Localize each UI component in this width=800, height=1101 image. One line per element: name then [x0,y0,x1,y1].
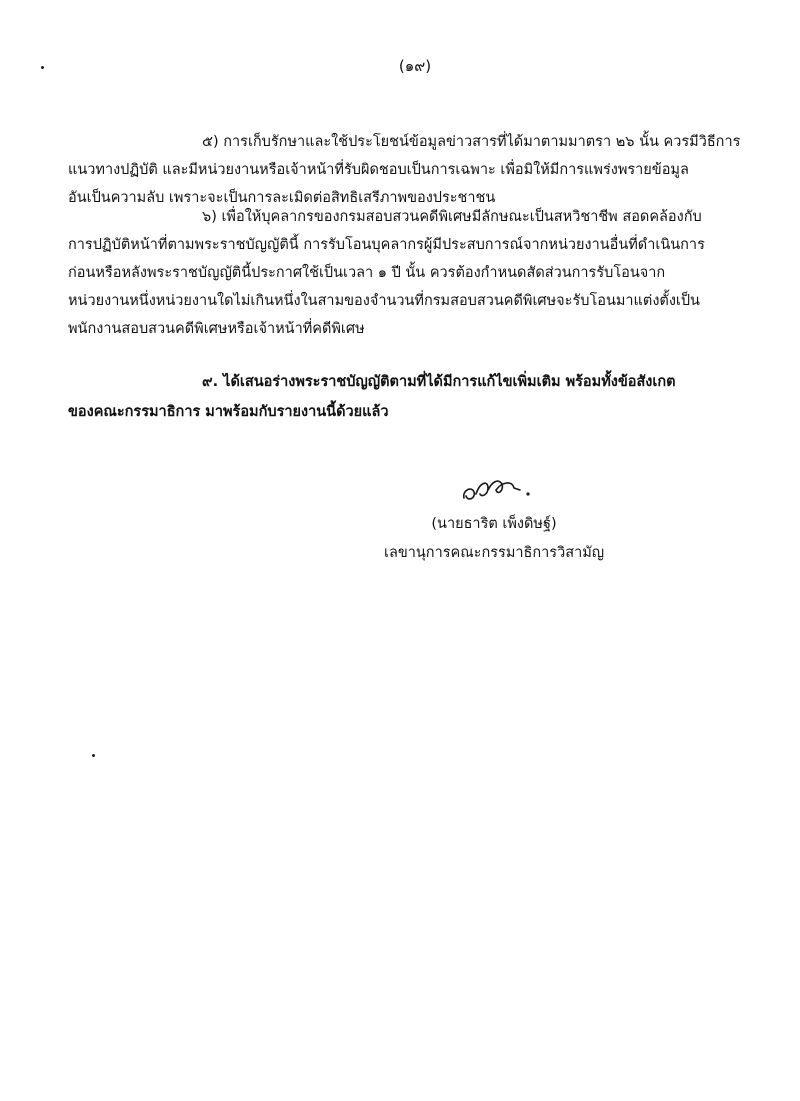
paragraph-9 [68,367,708,427]
paragraph-5 [68,128,741,212]
page-number: (๑๙) [398,57,432,75]
paragraph-line: อันเป็นความลับ เพราะจะเป็นการละเมิดต่อสิทธิเสรีภาพของประชาชน [68,190,496,206]
paragraph-line: ๖) เพื่อให้บุคลากรของกรมสอบสวนคดีพิเศษมีลักษณะเป็นสหวิชาชีพ สอดคล้องกับ [202,209,702,225]
signer-name: (นายธาริต เพ็งดิษฐ์) [431,516,557,532]
paragraph-line: หน่วยงานหนึ่งหน่วยงานใดไม่เกินหนึ่งในสามของจำนวนที่กรมสอบสวนคดีพิเศษจะรับโอนมาแต่งตั้งเป็น [68,293,700,309]
paragraph-6 [68,203,708,343]
signature-mark [458,468,534,508]
signer-title: เลขานุการคณะกรรมาธิการวิสามัญ [384,545,605,561]
paragraph-line: พนักงานสอบสวนคดีพิเศษหรือเจ้าหน้าที่คดีพิเศษ [68,321,365,337]
scan-speck [41,66,44,69]
paragraph-line: ๕) การเก็บรักษาและใช้ประโยชน์ข้อมูลข่าวสารที่ได้มาตามมาตรา ๒๖ นั้น ควรมีวิธีการ [202,134,741,150]
paragraph-line: ๙. ได้เสนอร่างพระราชบัญญัติตามที่ได้มีการแก้ไขเพิ่มเติม พร้อมทั้งข้อสังเกต [202,374,676,390]
paragraph-line: แนวทางปฏิบัติ และมีหน่วยงานหรือเจ้าหน้าที่รับผิดชอบเป็นการเฉพาะ เพื่อมิให้มีการแพร่งพรายข้อมูล [68,162,689,178]
paragraph-line: ของคณะกรรมาธิการ มาพร้อมกับรายงานนี้ด้วยแล้ว [68,404,389,420]
paragraph-line: การปฏิบัติหน้าที่ตามพระราชบัญญัตินี้ การรับโอนบุคลากรผู้มีประสบการณ์จากหน่วยงานอื่นที่ดำเนินการ [68,237,705,253]
paragraph-line: ก่อนหรือหลังพระราชบัญญัตินี้ประกาศใช้เป็นเวลา ๑ ปี นั้น ควรต้องกำหนดสัดส่วนการรับโอนจาก [68,265,666,281]
scan-speck [92,754,95,757]
